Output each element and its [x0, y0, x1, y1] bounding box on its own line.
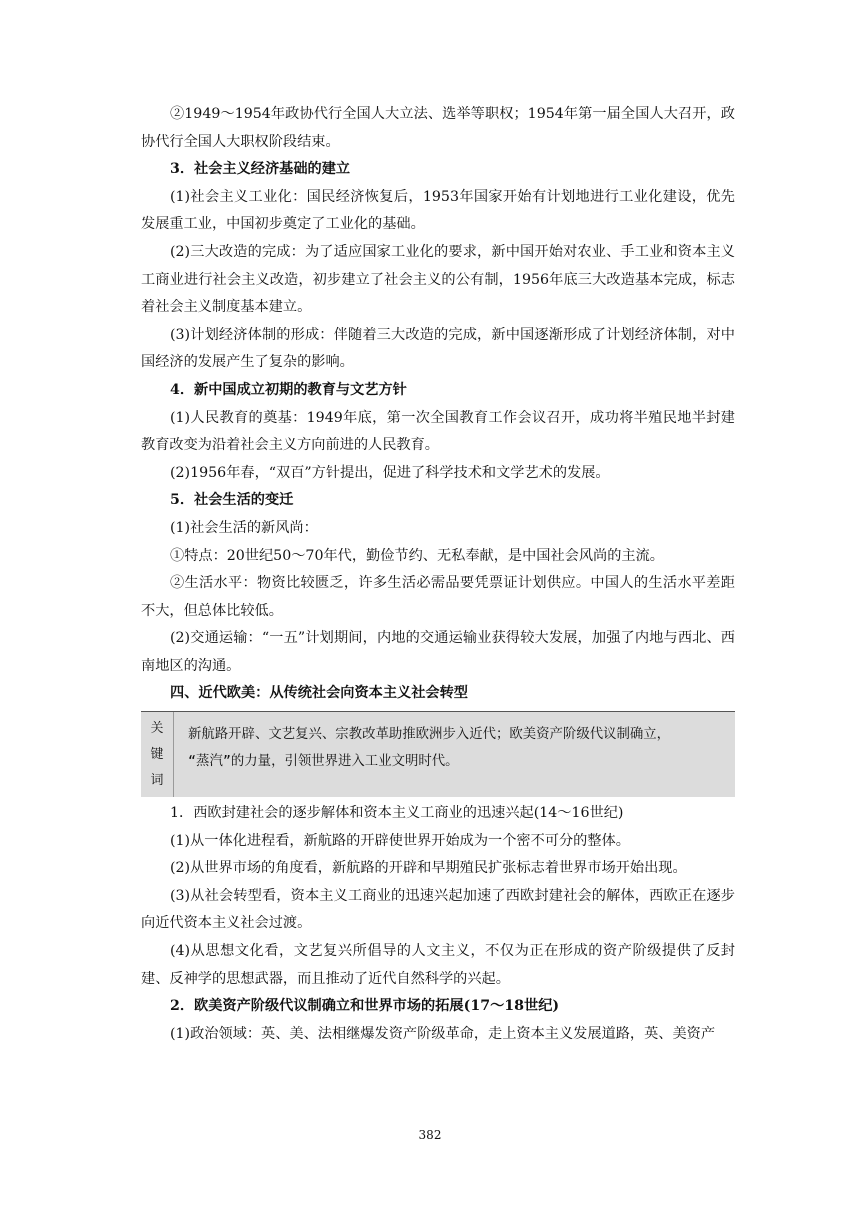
section-heading: 1．西欧封建社会的逐步解体和资本主义工商业的迅速兴起(14～16世纪): [170, 805, 624, 822]
keyword-box: [141, 711, 735, 797]
paragraph: (2)三大改造的完成：为了适应国家工业化的要求，新中国开始对农业、手工业和资本主义工商业进行社会主义改造，初步建立了社会主义的公有制，1956年底三大改造基本完成，标志着社会主义制度基本建立。: [141, 243, 735, 316]
section-heading: 4．新中国成立初期的教育与文艺方针: [170, 381, 407, 398]
keyword-label-char: 键: [150, 746, 164, 762]
part-title: 四、近代欧美：从传统社会向资本主义社会转型: [170, 685, 468, 702]
paragraph: (3)从社会转型看，资本主义工商业的迅速兴起加速了西欧封建社会的解体，西欧正在逐步向近代资本主义社会过渡。: [141, 887, 735, 932]
paragraph: ②1949～1954年政协代行全国人大立法、选举等职权；1954年第一届全国人大召开，政协代行全国人大职权阶段结束。: [141, 106, 735, 150]
paragraph: (1)社会生活的新风尚：: [170, 519, 318, 536]
paragraph: ①特点：20世纪50～70年代，勤俭节约、无私奉献，是中国社会风尚的主流。: [170, 547, 664, 564]
paragraph: ②生活水平：物资比较匮乏，许多生活必需品要凭票证计划供应。中国人的生活水平差距不大，但总体比较低。: [141, 575, 735, 619]
paragraph: (1)社会主义工业化：国民经济恢复后，1953年国家开始有计划地进行工业化建设，优先发展重工业，中国初步奠定了工业化的基础。: [141, 188, 735, 233]
paragraph: (1)从一体化进程看，新航路的开辟使世界开始成为一个密不可分的整体。: [170, 832, 630, 849]
paragraph: (1)政治领域：英、美、法相继爆发资产阶级革命，走上资本主义发展道路，英、美资产: [170, 1025, 716, 1042]
paragraph: (4)从思想文化看，文艺复兴所倡导的人文主义，不仅为正在形成的资产阶级提供了反封建、反神学的思想武器，而且推动了近代自然科学的兴起。: [141, 943, 735, 987]
paragraph: (2)从世界市场的角度看，新航路的开辟和早期殖民扩张标志着世界市场开始出现。: [170, 860, 687, 877]
keyword-label-char: 词: [150, 772, 164, 788]
keyword-label-char: 关: [150, 720, 164, 736]
page-content: [141, 101, 735, 1048]
paragraph: (3)计划经济体制的形成：伴随着三大改造的完成，新中国逐渐形成了计划经济体制，对中国经济的发展产生了复杂的影响。: [141, 326, 735, 371]
paragraph: (2)交通运输：“一五”计划期间，内地的交通运输业获得较大发展，加强了内地与西北、西南地区的沟通。: [141, 630, 735, 674]
section-heading: 2．欧美资产阶级代议制确立和世界市场的拓展(17～18世纪): [170, 998, 560, 1015]
paragraph: (1)人民教育的奠基：1949年底，第一次全国教育工作会议召开，成功将半殖民地半封建教育改变为沿着社会主义方向前进的人民教育。: [141, 409, 735, 454]
section-heading: 3．社会主义经济基础的建立: [170, 161, 351, 178]
paragraph: (2)1956年春，“双百”方针提出，促进了科学技术和文学艺术的发展。: [170, 464, 610, 481]
keyword-line: “蒸汽”的力量，引领世界进入工业文明时代。: [188, 754, 459, 770]
keyword-label: [141, 712, 174, 797]
section-heading: 5．社会生活的变迁: [170, 492, 294, 509]
page-number: 382: [418, 1128, 442, 1142]
keyword-line: 新航路开辟、文艺复兴、宗教改革助推欧洲步入近代；欧美资产阶级代议制确立，: [188, 727, 671, 743]
keyword-text: [174, 712, 735, 797]
